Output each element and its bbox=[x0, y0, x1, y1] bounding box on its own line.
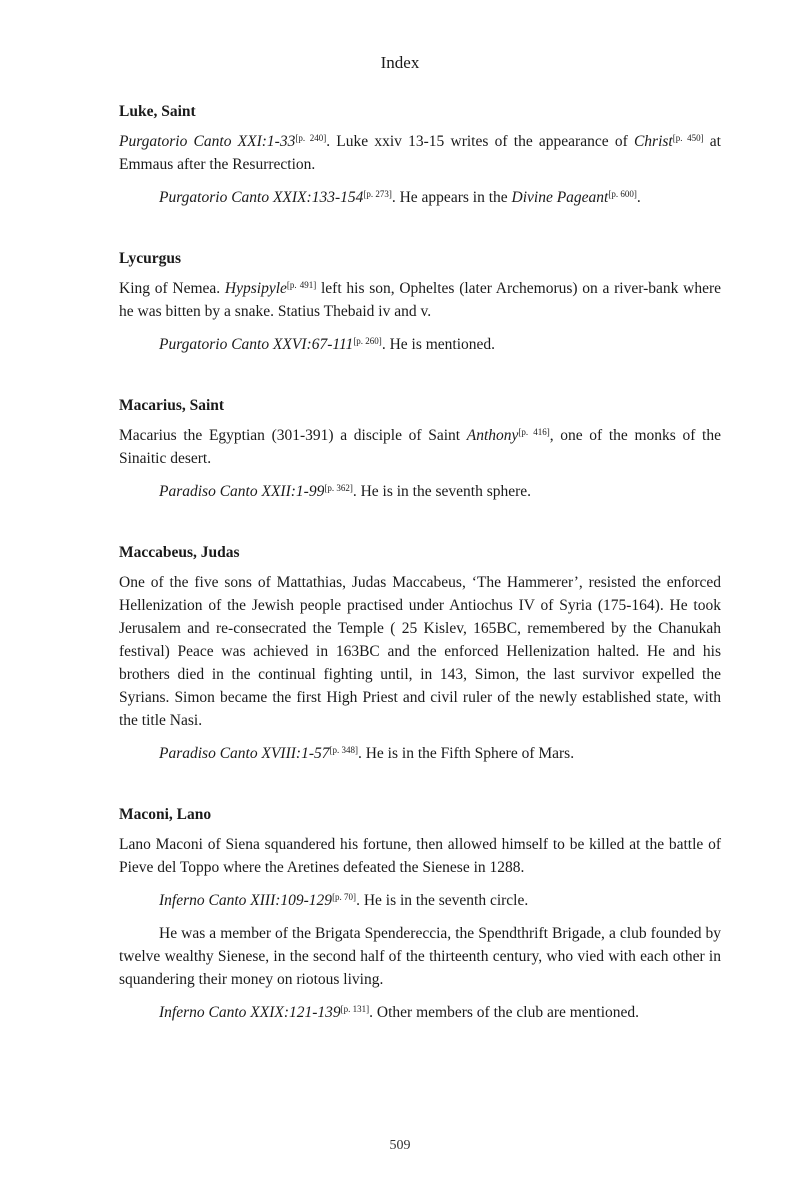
index-content bbox=[119, 100, 721, 1062]
entry-title: Macarius, Saint bbox=[119, 397, 225, 414]
entry-description bbox=[119, 130, 721, 176]
cross-reference-link[interactable]: Divine Pageant bbox=[511, 189, 609, 206]
cross-reference-link[interactable]: Anthony bbox=[466, 427, 519, 444]
reference-text: . He is in the Fifth Sphere of Mars. bbox=[357, 745, 575, 762]
page-reference: [p. 600] bbox=[608, 189, 637, 199]
index-entry bbox=[119, 803, 721, 1024]
description-text: left his son, Opheltes (later Archemorus) on a river-bank where he was bitten by a snake. Statius Thebaid iv and v. bbox=[119, 280, 721, 320]
page-reference: [p. 131] bbox=[340, 1004, 370, 1014]
canto-reference-link[interactable]: Inferno Canto XIII:109-129 bbox=[159, 892, 333, 909]
canto-reference-link[interactable]: Paradiso Canto XXII:1-99 bbox=[159, 483, 325, 500]
page-reference: [p. 273] bbox=[363, 189, 392, 199]
page-reference: [p. 260] bbox=[353, 336, 382, 346]
canto-reference-link[interactable]: Purgatorio Canto XXIX:133-154 bbox=[159, 189, 364, 206]
cross-reference-link[interactable]: Christ bbox=[633, 133, 673, 150]
description-text: One of the five sons of Mattathias, Judas Maccabeus, ‘The Hammerer’, resisted the enforced Hellenization of the Jewish people practised under Antiochus IV of Syria (175-164). He took Jerusalem and re-consecrated the Temple ( 25 Kislev, 165BC, remembered by the Chanukah festival) Peace was achieved in 163BC and the enforced Hellenization halted. He and his brothers died in the continual fighting until, in 143, Simon, the last survivor expelled the Syrians. Simon became the first High Priest and civil ruler of the newly established state, with the title Nasi. bbox=[119, 574, 721, 729]
reference-text: . He is in the seventh sphere. bbox=[352, 483, 532, 500]
index-entry bbox=[119, 394, 721, 503]
page-reference: [p. 362] bbox=[324, 483, 353, 493]
reference-text: . He is mentioned. bbox=[381, 336, 496, 353]
description-text: . Luke xxiv 13-15 writes of the appearance of bbox=[326, 133, 634, 150]
canto-reference-link[interactable]: Paradiso Canto XVIII:1-57 bbox=[159, 745, 330, 762]
entry-paragraph: He was a member of the Brigata Spendereccia, the Spendthrift Brigade, a club founded by twelve wealthy Sienese, in the second half of the thirteenth century, who vied with each other in squandering their money on riotous living. bbox=[119, 925, 721, 988]
page-header-title: Index bbox=[380, 53, 420, 72]
canto-reference-link[interactable]: Inferno Canto XXIX:121-139 bbox=[159, 1004, 341, 1021]
description-text: Macarius the Egyptian (301-391) a disciple of Saint bbox=[119, 427, 467, 444]
page-reference: [p. 450] bbox=[672, 133, 704, 143]
page-number: 509 bbox=[389, 1138, 411, 1153]
entry-title: Maccabeus, Judas bbox=[119, 544, 240, 561]
cross-reference-link[interactable]: Hypsipyle bbox=[224, 280, 287, 297]
description-text: at Emmaus after the Resurrection. bbox=[119, 133, 721, 173]
reference-text: . He is in the seventh circle. bbox=[356, 892, 529, 909]
description-text: King of Nemea. bbox=[119, 280, 225, 297]
entry-description bbox=[119, 833, 721, 879]
reference-text: . He appears in the bbox=[391, 189, 512, 206]
cross-reference-link[interactable]: Purgatorio Canto XXI:1-33 bbox=[119, 133, 296, 150]
entry-title: Luke, Saint bbox=[119, 103, 196, 120]
page-reference: [p. 416] bbox=[518, 427, 550, 437]
canto-reference bbox=[119, 333, 721, 356]
entry-title: Maconi, Lano bbox=[119, 806, 212, 823]
index-entry bbox=[119, 247, 721, 356]
canto-reference bbox=[119, 1001, 721, 1024]
entry-description bbox=[119, 424, 721, 470]
canto-reference bbox=[119, 186, 721, 209]
page-reference: [p. 348] bbox=[329, 745, 358, 755]
reference-text: . bbox=[636, 189, 641, 206]
entry-description bbox=[119, 571, 721, 732]
canto-reference bbox=[119, 889, 721, 912]
index-entry bbox=[119, 100, 721, 209]
canto-reference-link[interactable]: Purgatorio Canto XXVI:67-111 bbox=[159, 336, 354, 353]
entry-description bbox=[119, 277, 721, 323]
entry-title: Lycurgus bbox=[119, 250, 182, 267]
reference-text: . Other members of the club are mentioned. bbox=[369, 1004, 640, 1021]
description-text: Lano Maconi of Siena squandered his fortune, then allowed himself to be killed at the battle of Pieve del Toppo where the Aretines defeated the Sienese in 1288. bbox=[119, 836, 721, 876]
page-reference: [p. 240] bbox=[295, 133, 327, 143]
page-reference: [p. 491] bbox=[286, 280, 317, 290]
description-text: , one of the monks of the Sinaitic desert. bbox=[119, 427, 721, 467]
canto-reference bbox=[119, 480, 721, 503]
page-reference: [p. 70] bbox=[332, 892, 357, 902]
canto-reference bbox=[119, 742, 721, 765]
index-entry bbox=[119, 541, 721, 765]
